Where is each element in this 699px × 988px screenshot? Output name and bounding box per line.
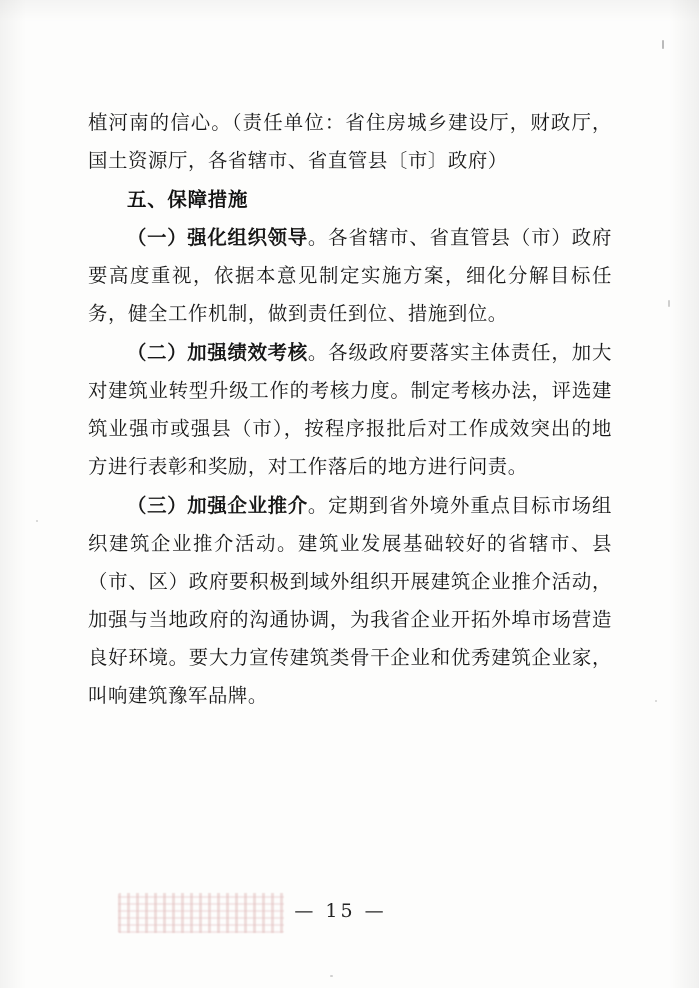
scan-artifact xyxy=(330,975,333,977)
paragraph-item-one-lead: （一）强化组织领导 xyxy=(127,226,308,249)
paragraph-item-two-lead: （二）加强绩效考核 xyxy=(127,341,308,364)
paragraph-item-two xyxy=(88,334,612,486)
paragraph-item-three-lead: （三）加强企业推介 xyxy=(127,494,308,517)
page-footer xyxy=(0,900,699,922)
paragraph-item-three xyxy=(88,487,612,715)
paragraph-continuation: 植河南的信心。（责任单位：省住房城乡建设厅，财政厅，国土资源厅，各省辖市、省直管县〔市〕政府） xyxy=(88,111,612,172)
scan-artifact xyxy=(36,520,38,522)
scan-artifact xyxy=(662,40,664,49)
document-body xyxy=(88,104,612,716)
paragraph-item-one-text: 。各省辖市、省直管县（市）政府要高度重视，依据本意见制定实施方案，细化分解目标任务，健全工作机制，做到责任到位、措施到位。 xyxy=(88,226,613,325)
section-heading-five: 五、保障措施 xyxy=(127,188,249,211)
paragraph-item-three-text: 。定期到省外境外重点目标市场组织建筑企业推介活动。建筑业发展基础较好的省辖市、县（市、区）政府要积极到域外组织开展建筑企业推介活动，加强与当地政府的沟通协调，为我省企业开拓外埠市场营造良好环境。要大力宣传建筑类骨干企业和优秀建筑企业家，叫响建筑豫军品牌。 xyxy=(88,494,613,707)
scan-artifact xyxy=(655,700,657,702)
paragraph-item-one xyxy=(88,219,612,333)
scan-artifact xyxy=(668,300,670,307)
page-number: — 15 — xyxy=(294,900,387,922)
paragraph-item-two-text: 。各级政府要落实主体责任，加大对建筑业转型升级工作的考核力度。制定考核办法，评选建筑业强市或强县（市），按程序报批后对工作成效突出的地方进行表彰和奖励，对工作落后的地方进行问责。 xyxy=(88,341,613,478)
